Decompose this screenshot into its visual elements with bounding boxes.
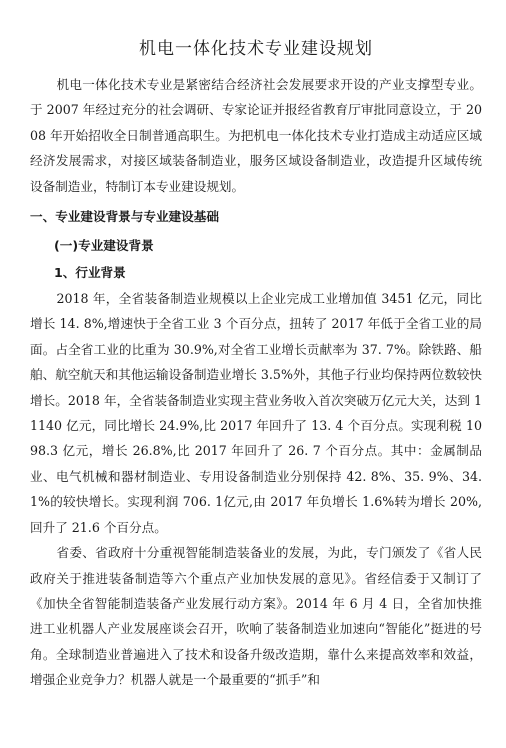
document-page xyxy=(30,38,482,693)
document-title: 机电一体化技术专业建设规划 xyxy=(139,39,373,59)
item-heading: 1、行业背景 xyxy=(54,265,126,281)
policy-paragraph: 省委、省政府十分重视智能制造装备业的发展，为此，专门颁发了《省人民政府关于推进装备制造等六个重点产业加快发展的意见》。省经信委于又制订了《加快全省智能制造装备产业发展行动方案》。2014 年 6 月 4 日，全省加快推进工业机器人产业发展座谈会召开，吹响了装备制造业加速向“智能化”挺进的号角。全球制造业普遍进入了技术和设备升级改造期，靠什么来提高效率和效益，增强企业竞争力？机器人就是一个最重要的“抓手”和 xyxy=(30,545,482,688)
intro-paragraph: 机电一体化技术专业是紧密结合经济社会发展要求开设的产业支撑型专业。于 2007 年经过充分的社会调研、专家论证并报经省教育厅审批同意设立，于 2008 年开始招收全日制普通高职生。为把机电一体化技术专业打造成主动适应区域经济发展需求，对接区域装备制造业，服务区域设备制造业，改造提升区域传统设备制造业，特制订本专业建设规划。 xyxy=(30,77,482,194)
subsection-heading: (一)专业建设背景 xyxy=(54,238,154,254)
section-heading: 一、专业建设背景与专业建设基础 xyxy=(30,209,219,225)
industry-background-paragraph: 2018 年，全省装备制造业规模以上企业完成工业增加值 3451 亿元，同比增长 14. 8%,增速快于全省工业 3 个百分点，扭转了 2017 年低于全省工业的局面。占全省工业的比重为 30.9%,对全省工业增长贡献率为 37. 7%。除铁路、船舶、航空航天和其他运输设备制造业增长 3.5%外，其他子行业均保持两位数较快增长。2018 年，全省装备制造业实现主营业务收入首次突破万亿元大关，达到 11140 亿元，同比增长 24.9%,比 2017 年回升了 13. 4 个百分点。实现利税 1098.3 亿元，增长 26.8%,比 2017 年回升了 26. 7 个百分点。其中：金属制品业、电气机械和器材制造业、专用设备制造业分别保持 42. 8%、35. 9%、34.1%的较快增长。实现利润 706. 1亿元,由 2017 年负增长 1.6%转为增长 20%,回升了 21.6 个百分点。 xyxy=(30,291,482,535)
